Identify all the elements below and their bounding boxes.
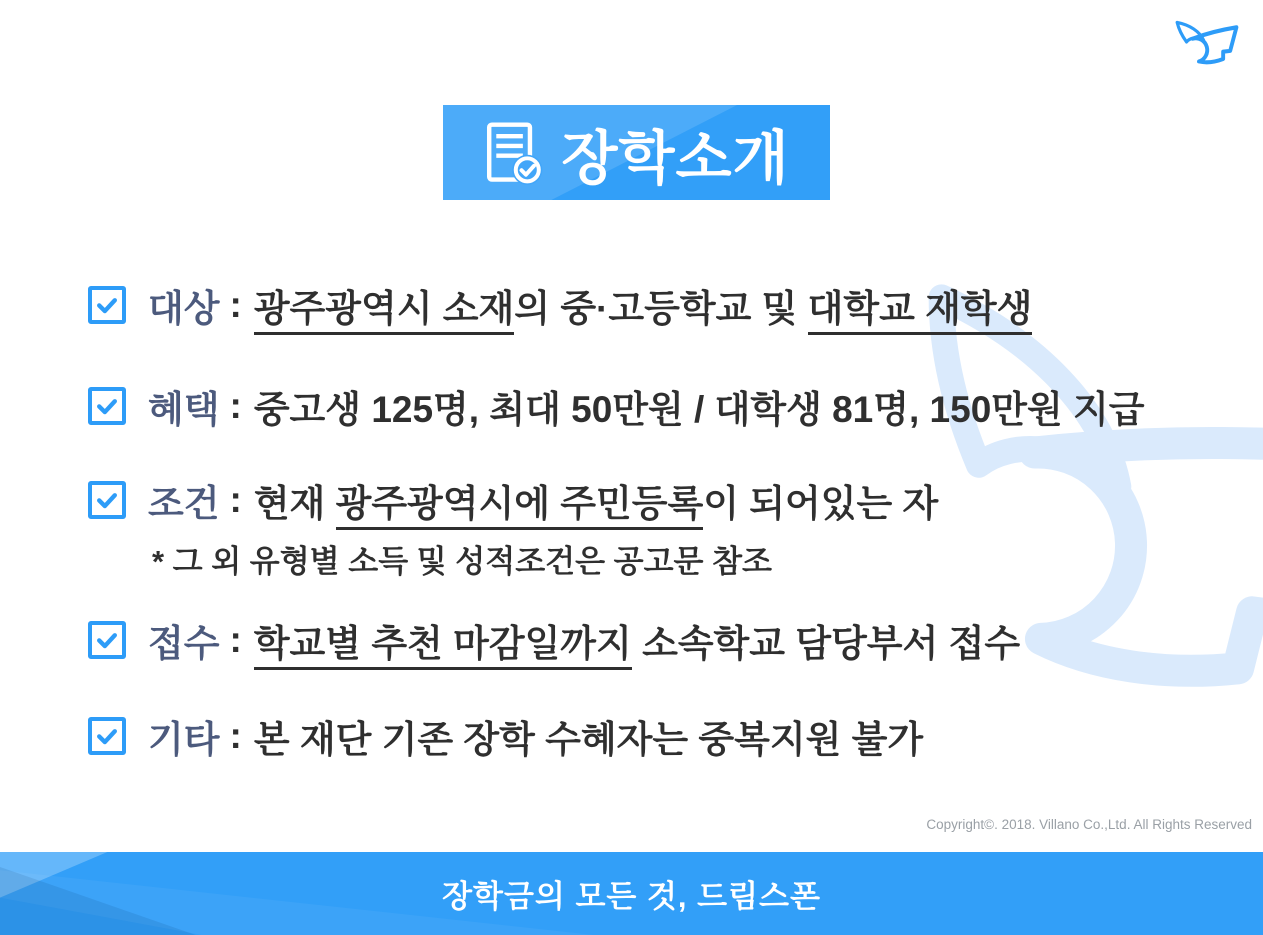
item-label: 기타 bbox=[148, 719, 220, 760]
item-label: 접수 bbox=[148, 623, 220, 664]
item-colon: : bbox=[229, 479, 242, 520]
list-item-condition bbox=[88, 478, 938, 522]
item-label: 조건 bbox=[148, 483, 220, 524]
item-label: 대상 bbox=[148, 288, 220, 329]
checkbox-icon bbox=[88, 387, 126, 425]
footer-tagline: 장학금의 모든 것, 드림스폰 bbox=[442, 879, 821, 914]
dreamspon-logo-icon bbox=[1167, 20, 1245, 72]
page-title: 장학소개 bbox=[561, 125, 790, 191]
item-colon: : bbox=[229, 284, 242, 325]
item-colon: : bbox=[229, 619, 242, 660]
item-text: 광주광역시 소재의 중·고등학교 및 대학교 재학생 bbox=[254, 278, 1033, 332]
checkbox-icon bbox=[88, 286, 126, 324]
list-item-target bbox=[88, 283, 1032, 327]
item-text: 중고생 125명, 최대 50만원 / 대학생 81명, 150만원 지급 bbox=[253, 389, 1145, 430]
item-text: 현재 광주광역시에 주민등록이 되어있는 자 bbox=[254, 473, 938, 527]
condition-note: * 그 외 유형별 소득 및 성적조건은 공고문 참조 bbox=[152, 544, 772, 579]
checkbox-icon bbox=[88, 621, 126, 659]
footer-banner bbox=[0, 852, 1263, 935]
item-label: 혜택 bbox=[148, 389, 220, 430]
list-item-application bbox=[88, 618, 1020, 662]
list-item-benefit bbox=[88, 384, 1145, 428]
title-badge bbox=[443, 105, 830, 200]
item-colon: : bbox=[229, 385, 242, 426]
document-check-icon bbox=[483, 119, 545, 187]
list-item-etc bbox=[88, 714, 923, 758]
copyright-text: Copyright©. 2018. Villano Co.,Ltd. All Rights Reserved bbox=[926, 817, 1252, 832]
item-colon: : bbox=[229, 715, 242, 756]
item-text: 학교별 추천 마감일까지 소속학교 담당부서 접수 bbox=[254, 613, 1020, 667]
checkbox-icon bbox=[88, 717, 126, 755]
checkbox-icon bbox=[88, 481, 126, 519]
item-text: 본 재단 기존 장학 수혜자는 중복지원 불가 bbox=[253, 719, 924, 760]
